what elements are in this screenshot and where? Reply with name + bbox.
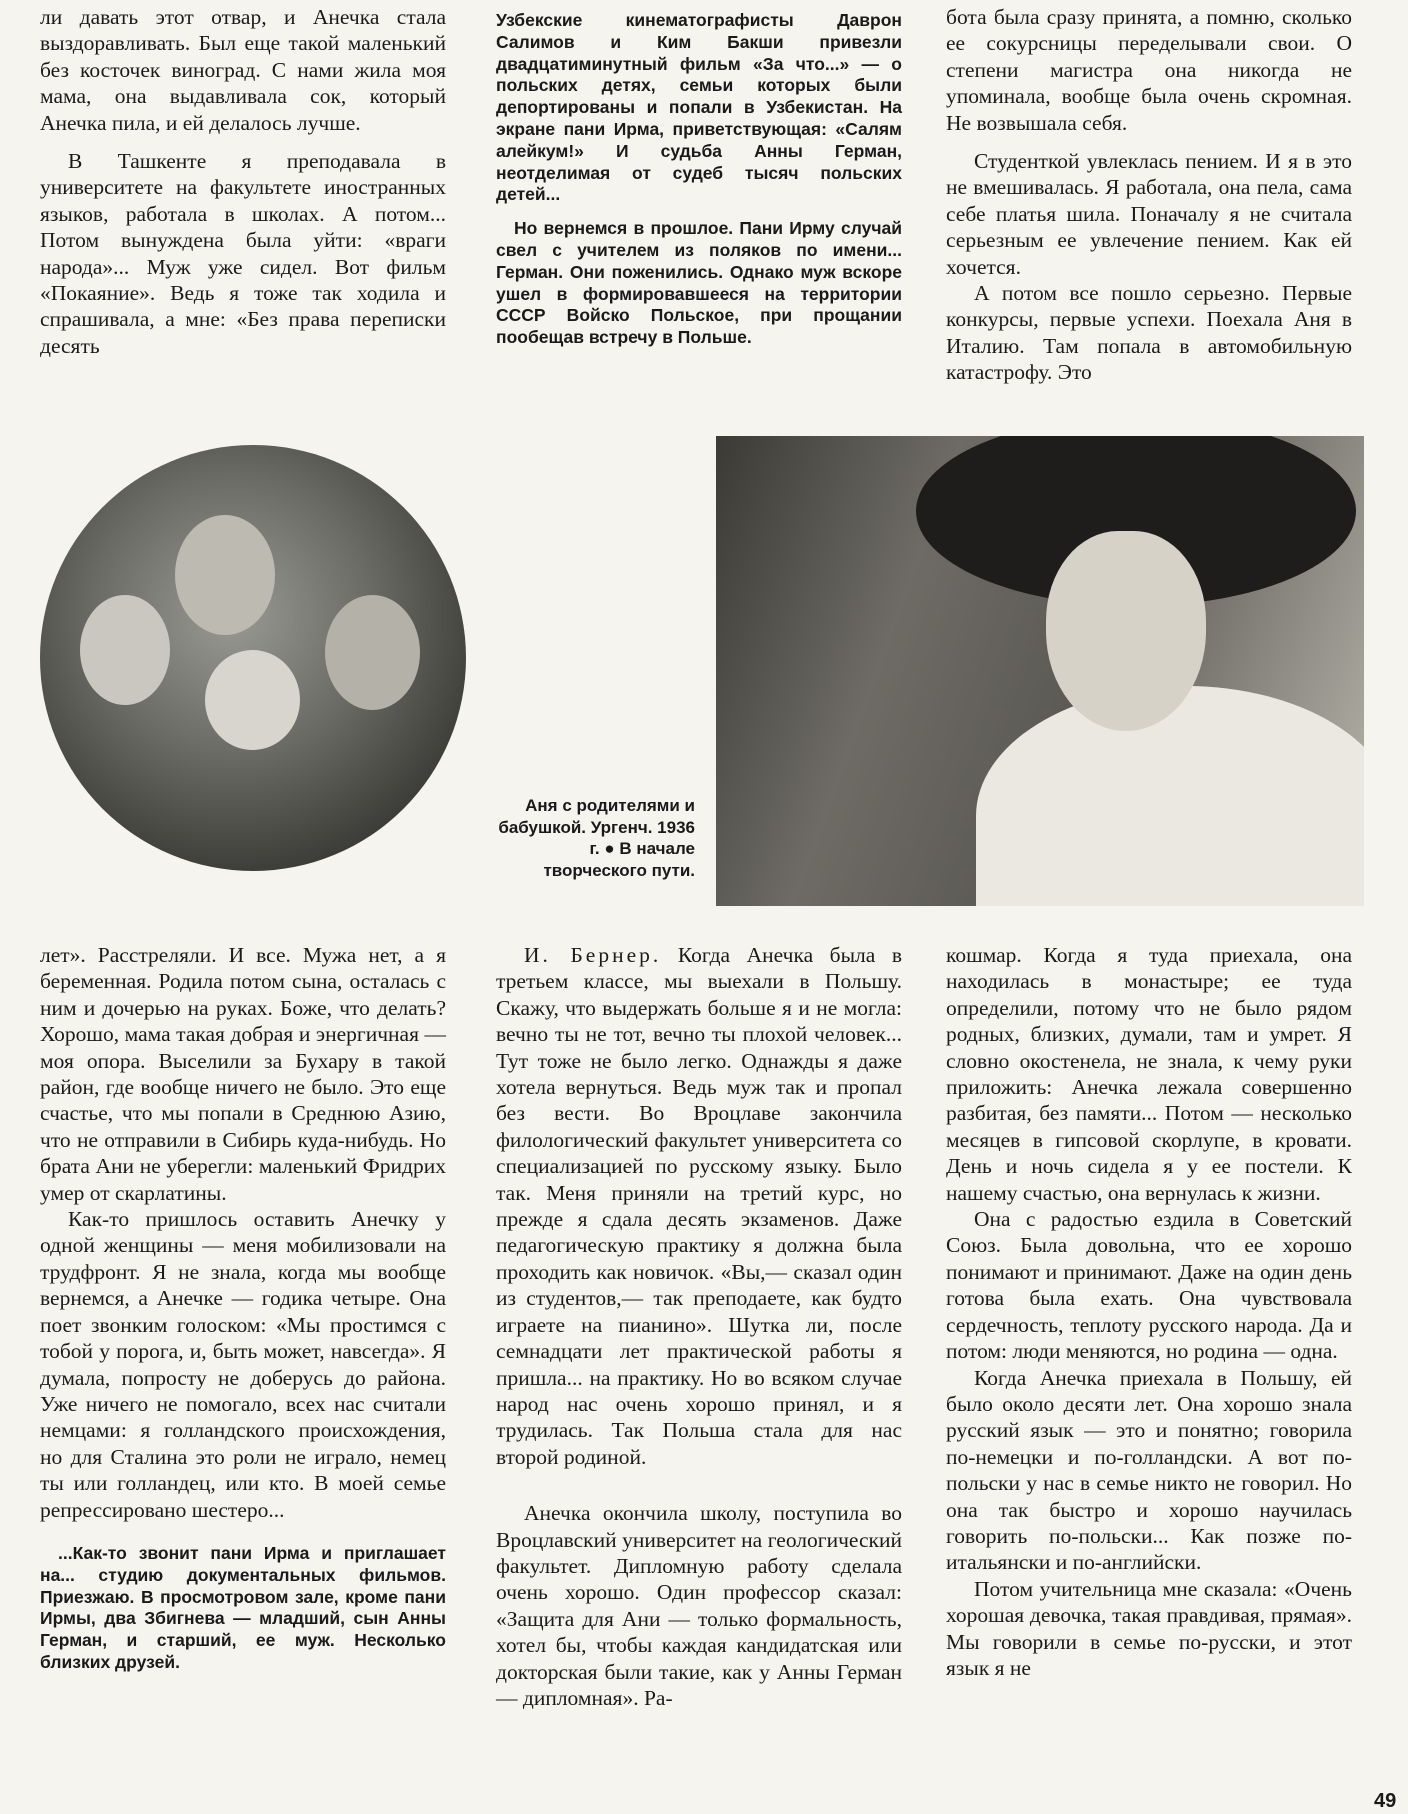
page-number: 49 (1374, 1790, 1397, 1812)
paragraph: Потом учительница мне сказала: «Очень хорошая девочка, такая правдивая, прямая». Мы говорили в семье по-русски, и этот язык я не (946, 1576, 1352, 1680)
column-3-top (946, 4, 1352, 386)
paragraph: бота была сразу принята, а помню, сколько ее сокурсницы переделывали свои. О степени магистра она никогда не упоминала, вообще была очень скромная. Не возвышала себя. (946, 5, 1352, 135)
paragraph-text: Когда Анечка была в третьем классе, мы выехали в Польшу. Скажу, что выдержать больше я и не могла: вечно ты не тот, вечно ты плохой человек... Тут тоже не было легко. Однажды я даже хотела вернуться. Ведь муж так и пропал без вести. Во Вроцлаве закончила филологический факультет университета со специализацией по русскому языку. Было так. Меня приняли на третий курс, но прежде я сдала десять экзаменов. Даже педагогическую практику я должна была проходить как новичок. «Вы,— сказал один из студентов,— так преподаете, как будто играете на пианино». Шутка ли, после семнадцати лет практической работы я пришла... на практику. Но во всяком случае народ нас очень хорошо принял, и я трудилась. Так Польша стала для нас второй родиной. (496, 943, 903, 1469)
intro-paragraph: Но вернемся в прошлое. Пани Ирму случай свел с учителем из поляков по имени... Герман. Они поженились. Однако муж вскоре ушел в формировавшееся на территории СССР Войско Польское, при прощании пообещав встречу в Польше. (496, 218, 902, 348)
paragraph: А потом все пошло серьезно. Первые конкурсы, первые успехи. Поехала Аня в Италию. Там попала в автомобильную катастрофу. Это (946, 281, 1352, 385)
photo-caption: Аня с родителями и бабушкой. Ургенч. 1936 г. ● В начале творческого пути. (498, 796, 695, 880)
highlight-block (40, 1543, 446, 1674)
column-3-bottom (946, 942, 1352, 1681)
paragraph: кошмар. Когда я туда приехала, она находилась в монастыре; ее туда определили, потому что не было рядом родных, близких, думали, там и умрет. Я словно окостенела, не знала, к чему руки приложить: Анечка лежала совершенно разбитая, без памяти... Потом — несколько месяцев в гипсовой скорлупе, в кровати. День и ночь сидела я у ее постели. К нашему счастью, она вернулась к жизни. (946, 943, 1352, 1205)
paragraph (496, 942, 902, 1470)
family-photo (40, 445, 466, 871)
paragraph: В Ташкенте я преподавала в университете на факультете иностранных языков, работала в школах. А потом... Потом вынуждена была уйти: «враги народа»... Муж уже сидел. Вот фильм «Покаяние». Ведь я тоже так ходила и спрашивала, а мне: «Без права переписки десять (40, 149, 446, 358)
speaker-name: И. Бернер. (524, 943, 662, 967)
portrait-photo (716, 436, 1364, 906)
paragraph: ли давать этот отвар, и Анечка стала выздоравливать. Был еще такой маленький без косточек виноград. С нами жила моя мама, она выдавливала сок, который Анечка пила, и ей делалось лучше. (40, 5, 446, 135)
column-1-top (40, 4, 446, 359)
intro-paragraph: ...Как-то звонит пани Ирма и приглашает на... студию документальных фильмов. Приезжаю. В просмотровом зале, кроме пани Ирмы, два Збигнева — младший, сын Анны Герман, и старший, ее муж. Несколько близких друзей. (40, 1542, 446, 1672)
paragraph: Когда Анечка приехала в Польшу, ей было около десяти лет. Она хорошо знала русский язык — это и понятно; говорила по-немецки и по-голландски. А вот по-польски у нас в семье никто не говорил. Но она так быстро и хорошо научилась говорить по-польски... Как позже по-итальянски и по-английски. (946, 1365, 1352, 1575)
paragraph: Как-то пришлось оставить Анечку у одной женщины — меня мобилизовали на трудфронт. Я не знала, когда мы вообще вернемся, а Анечке — годика четыре. Она поет звонким голоском: «Мы простимся с тобой у порога, и, быть может, навсегда». Я думала, попросту не доберусь до района. Уже ничего не помогало, всех нас считали немцами: я голландского происхождения, но для Сталина это роли не играло, немец ты или голландец, или кто. В моей семье репрессировано шестеро... (40, 1207, 446, 1522)
column-2-bottom (496, 942, 902, 1711)
column-2-top (496, 10, 902, 349)
paragraph: лет». Расстреляли. И все. Мужа нет, а я беременная. Родила потом сына, осталась с ним и дочерью на руках. Боже, что делать? Хорошо, мама такая добрая и энергичная — моя опора. Выселили за Бухару в такой район, где вообще ничего не было. Это еще счастье, что мы попали в Среднюю Азию, что не отправили в Сибирь куда-нибудь. Но брата Ани не уберегли: маленький Фридрих умер от скарлатины. (40, 943, 446, 1205)
paragraph: Анечка окончила школу, поступила во Вроцлавский университет на геологический факультет. Дипломную работу сделала очень хорошо. Один профессор сказал: «Защита для Ани — только формальность, хотел бы, чтобы каждая кандидатская или докторская были такие, как у Анны Герман — дипломная». Ра- (496, 1501, 902, 1710)
paragraph: Она с радостью ездила в Советский Союз. Была довольна, что ее хорошо понимают и принимают. Даже на один день готова была ехать. Она чувствовала сердечность, теплоту русского народа. Да и потом: люди меняются, но родина — одна. (946, 1207, 1352, 1364)
intro-paragraph: Узбекские кинематографисты Даврон Салимов и Ким Бакши привезли двадцатиминутный фильм «За что...» — о польских детях, семьи которых были депортированы и попали в Узбекистан. На экране пани Ирма, приветствующая: «Салям алейкум!» И судьба Анны Герман, неотделимая от судеб тысяч польских детей... (496, 10, 902, 205)
column-1-bottom (40, 942, 446, 1674)
paragraph: Студенткой увлеклась пением. И я в это не вмешивалась. Я работала, она пела, сама себе платья шила. Поначалу я не считала серьезным ее увлечение пением. Как ей хочется. (946, 149, 1352, 279)
